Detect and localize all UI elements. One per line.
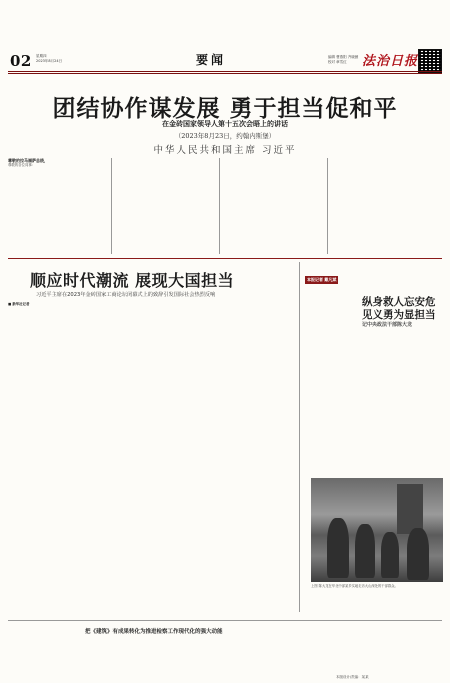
side-headline-block [362, 296, 440, 329]
editors-credit [328, 55, 358, 65]
second-column-1 [8, 312, 76, 612]
editors-line: 编辑 曹燕阳 齐晓薇 [328, 55, 359, 59]
column-divider [327, 158, 328, 254]
issue-date [36, 54, 62, 64]
masthead-rule [8, 71, 442, 72]
lead-salutation: 尊敬的拉马福萨总统， [8, 158, 48, 163]
section-title: 要闻 [196, 53, 227, 67]
lead-column-3 [223, 158, 323, 254]
side-headline-2: 见义勇为显担当 [362, 309, 436, 321]
column-divider [219, 158, 220, 254]
second-column-3 [152, 304, 220, 612]
column-divider [111, 158, 112, 254]
second-headline: 顺应时代潮流 展现大国担当 [30, 271, 235, 290]
section-divider [8, 258, 442, 259]
column-divider [299, 262, 300, 612]
side-tag: 本报记者 戴凡斌 [307, 277, 337, 282]
photo-caption: 上图 陈大龙在华北中部某乡实地走访大山深处的干部群众。 [311, 584, 398, 588]
date-weekday: 星期四 [36, 54, 47, 58]
side-column-1 [305, 278, 357, 474]
date-full: 2023年8月24日 [36, 59, 63, 63]
lead-byline: 中华人民共和国主席 习近平 [153, 145, 297, 156]
page-number: 02 [10, 52, 32, 70]
qr-code-icon [418, 49, 442, 73]
second-byline: ■ 新华社记者 [8, 302, 30, 306]
proofreader-line: 校对 章雪红 [328, 60, 347, 64]
lead-subtitle: 在金砖国家领导人第十五次会晤上的讲话 [162, 120, 288, 128]
second-column-4 [224, 304, 292, 612]
lead-column-4 [331, 158, 441, 254]
second-subtitle: 习近平主席在2023年金砖国家工商论坛闭幕式上的致辞引发国际社会热烈反响 [36, 292, 216, 298]
lower-column-3 [305, 636, 442, 672]
lead-salutation-2: 尊敬的各位同事： [8, 163, 36, 168]
page-footer: 本版设计/责编：某某 [336, 675, 369, 679]
lower-column-2 [152, 636, 292, 676]
news-photo [311, 478, 443, 582]
lower-divider [8, 620, 442, 621]
lead-column-2 [115, 158, 215, 254]
side-subheadline: 记中央政法干部陈大龙 [362, 322, 413, 328]
lead-column-1 [8, 158, 108, 254]
newspaper-logo: 法治日报 [362, 54, 419, 69]
lead-dateline: （2023年8月23日，约翰内斯堡） [174, 132, 276, 140]
side-column-2 [362, 330, 442, 474]
lead-headline: 团结协作谋发展 勇于担当促和平 [52, 95, 398, 122]
lower-column-1 [8, 636, 148, 676]
lower-headline: 把《建筑》有成果转化为推进检察工作现代化的强大动能 [85, 629, 223, 635]
side-headline-1: 纵身救人忘安危 [362, 296, 436, 308]
second-column-2 [80, 304, 148, 612]
masthead-rule-thin [8, 73, 442, 74]
